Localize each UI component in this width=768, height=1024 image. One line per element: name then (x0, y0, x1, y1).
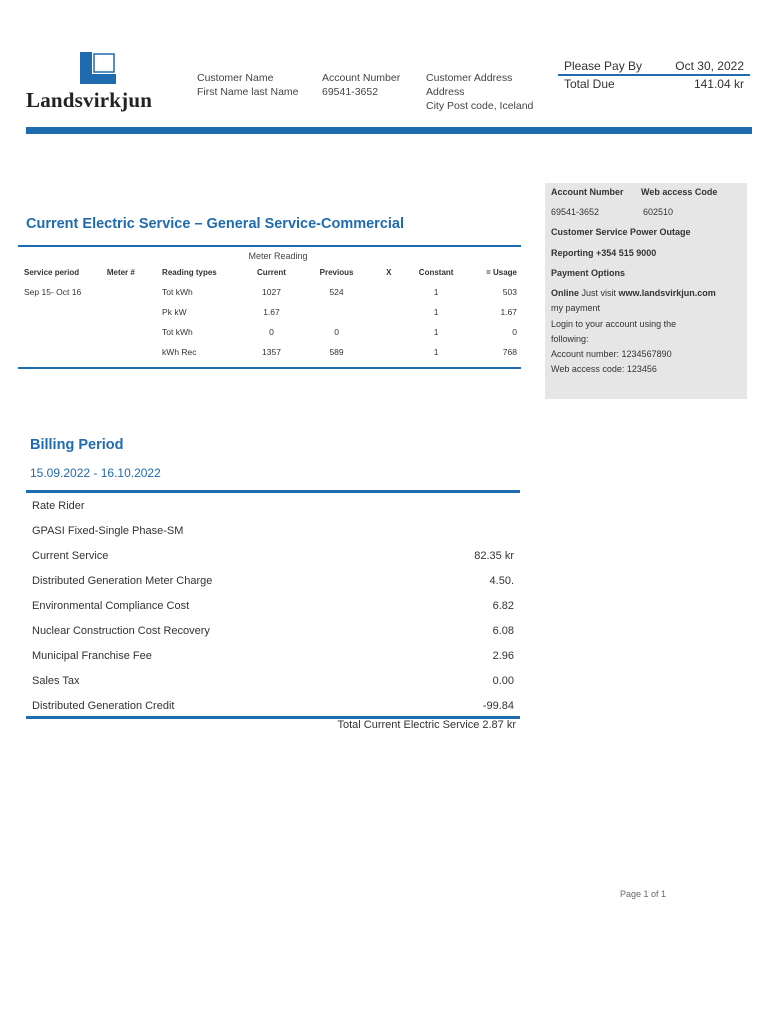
item-label: GPASI Fixed-Single Phase-SM (32, 525, 184, 537)
cell-reading-type: Pk kW (162, 307, 187, 317)
acct-value: 69541-3652 (551, 207, 600, 217)
meter-reading-table (18, 250, 521, 362)
col-service-period: Service period (24, 267, 80, 277)
pay-by-label: Please Pay By (564, 59, 643, 73)
online-label: Online (551, 288, 580, 298)
account-number-line: Account number: 1234567890 (551, 349, 672, 359)
address-line2: City Post code, Iceland (426, 100, 534, 112)
cell-current: 0 (269, 327, 274, 337)
col-previous: Previous (319, 267, 354, 277)
meter-header-row (18, 262, 521, 282)
cell-usage: 0 (512, 327, 517, 337)
col-x: X (386, 267, 392, 277)
item-amount: -99.84 (482, 700, 514, 712)
online-text: Just visit (579, 288, 619, 298)
login-line1: Login to your account using the (551, 319, 677, 329)
web-access-line: Web access code: 123456 (551, 364, 657, 374)
table-row (18, 302, 521, 322)
item-amount: 0.00 (492, 675, 514, 687)
item-amount: 82.35 kr (474, 550, 514, 562)
customer-name-value: First Name last Name (197, 86, 299, 98)
cell-current: 1.67 (263, 307, 280, 317)
col-constant: Constant (418, 267, 454, 277)
cell-usage: 503 (502, 287, 517, 297)
table-row (18, 282, 521, 302)
item-label: Distributed Generation Credit (32, 700, 175, 712)
page-number: Page 1 of 1 (620, 889, 667, 899)
customer-address-block (426, 71, 533, 113)
reporting-label: Reporting +354 515 9000 (551, 248, 657, 258)
service-title: Current Electric Service – General Service-Commercial (26, 216, 404, 232)
billing-top-rule (26, 490, 520, 493)
billing-line-items (26, 494, 520, 719)
web-code-value: 602510 (643, 207, 674, 217)
item-amount: 2.96 (492, 650, 514, 662)
item-label: Distributed Generation Meter Charge (32, 575, 213, 587)
total-current-service: Total Current Electric Service 2.87 kr (337, 719, 516, 731)
service-top-rule (18, 245, 521, 247)
item-label: Nuclear Construction Cost Recovery (32, 625, 210, 637)
billing-period-dates: 15.09.2022 - 16.10.2022 (30, 466, 161, 480)
header-divider (26, 127, 752, 134)
item-amount: 4.50. (489, 575, 514, 587)
cell-reading-type: Tot kWh (162, 327, 193, 337)
meter-caption: Meter Reading (248, 251, 308, 261)
account-number-label: Account Number (322, 72, 401, 84)
item-label: Sales Tax (32, 675, 80, 687)
list-item (26, 519, 520, 544)
logo-icon (80, 52, 116, 84)
cell-usage: 768 (502, 347, 517, 357)
pay-by-row (558, 58, 750, 74)
item-label: Environmental Compliance Cost (32, 600, 190, 612)
item-label: Rate Rider (32, 500, 85, 512)
web-code-label: Web access Code (641, 187, 718, 197)
payment-options-label: Payment Options (551, 268, 626, 278)
cell-service-period: Sep 15- Oct 16 (24, 287, 82, 297)
website-link[interactable]: www.landsvirkjun.com (618, 288, 716, 298)
acct-label: Account Number (551, 187, 624, 197)
list-item (26, 594, 520, 619)
pay-by-date: Oct 30, 2022 (675, 59, 744, 73)
customer-address-label: Customer Address (426, 72, 513, 84)
login-line2: following: (551, 334, 589, 344)
cell-reading-type: Tot kWh (162, 287, 193, 297)
cell-current: 1027 (262, 287, 281, 297)
item-label: Current Service (32, 550, 109, 562)
cell-previous: 524 (329, 287, 344, 297)
item-amount: 6.82 (492, 600, 514, 612)
cell-constant: 1 (433, 307, 439, 317)
col-meter: Meter # (106, 267, 135, 277)
cell-usage: 1.67 (500, 307, 517, 317)
service-bottom-rule (18, 367, 521, 369)
account-number-block (322, 71, 400, 99)
list-item (26, 544, 520, 569)
payment-box (558, 58, 750, 92)
total-due-value: 141.04 kr (693, 77, 744, 91)
cell-previous: 589 (329, 347, 344, 357)
cell-constant: 1 (433, 287, 439, 297)
list-item (26, 569, 520, 594)
col-reading-types: Reading types (162, 267, 217, 277)
cell-constant: 1 (433, 327, 439, 337)
list-item (26, 494, 520, 519)
col-usage: = Usage (486, 267, 517, 277)
item-label: Municipal Franchise Fee (32, 650, 152, 662)
cell-previous: 0 (334, 327, 339, 337)
cell-constant: 1 (433, 347, 439, 357)
customer-name-block (197, 71, 299, 99)
company-name: Landsvirkjun (26, 88, 153, 112)
cell-reading-type: kWh Rec (162, 347, 197, 357)
list-item (26, 644, 520, 669)
list-item (26, 669, 520, 694)
outage-label: Customer Service Power Outage (551, 227, 691, 237)
list-item (26, 619, 520, 644)
table-row (18, 322, 521, 342)
customer-name-label: Customer Name (197, 72, 274, 84)
billing-title: Billing Period (30, 437, 124, 453)
col-current: Current (257, 267, 286, 277)
cell-current: 1357 (262, 347, 281, 357)
account-number-value: 69541-3652 (322, 86, 379, 98)
total-due-label: Total Due (564, 77, 615, 91)
item-amount: 6.08 (492, 625, 514, 637)
account-info-panel (545, 183, 747, 399)
total-due-row (558, 76, 750, 92)
my-payment-text: my payment (551, 303, 601, 313)
address-line1: Address (426, 86, 465, 98)
table-row (18, 342, 521, 362)
